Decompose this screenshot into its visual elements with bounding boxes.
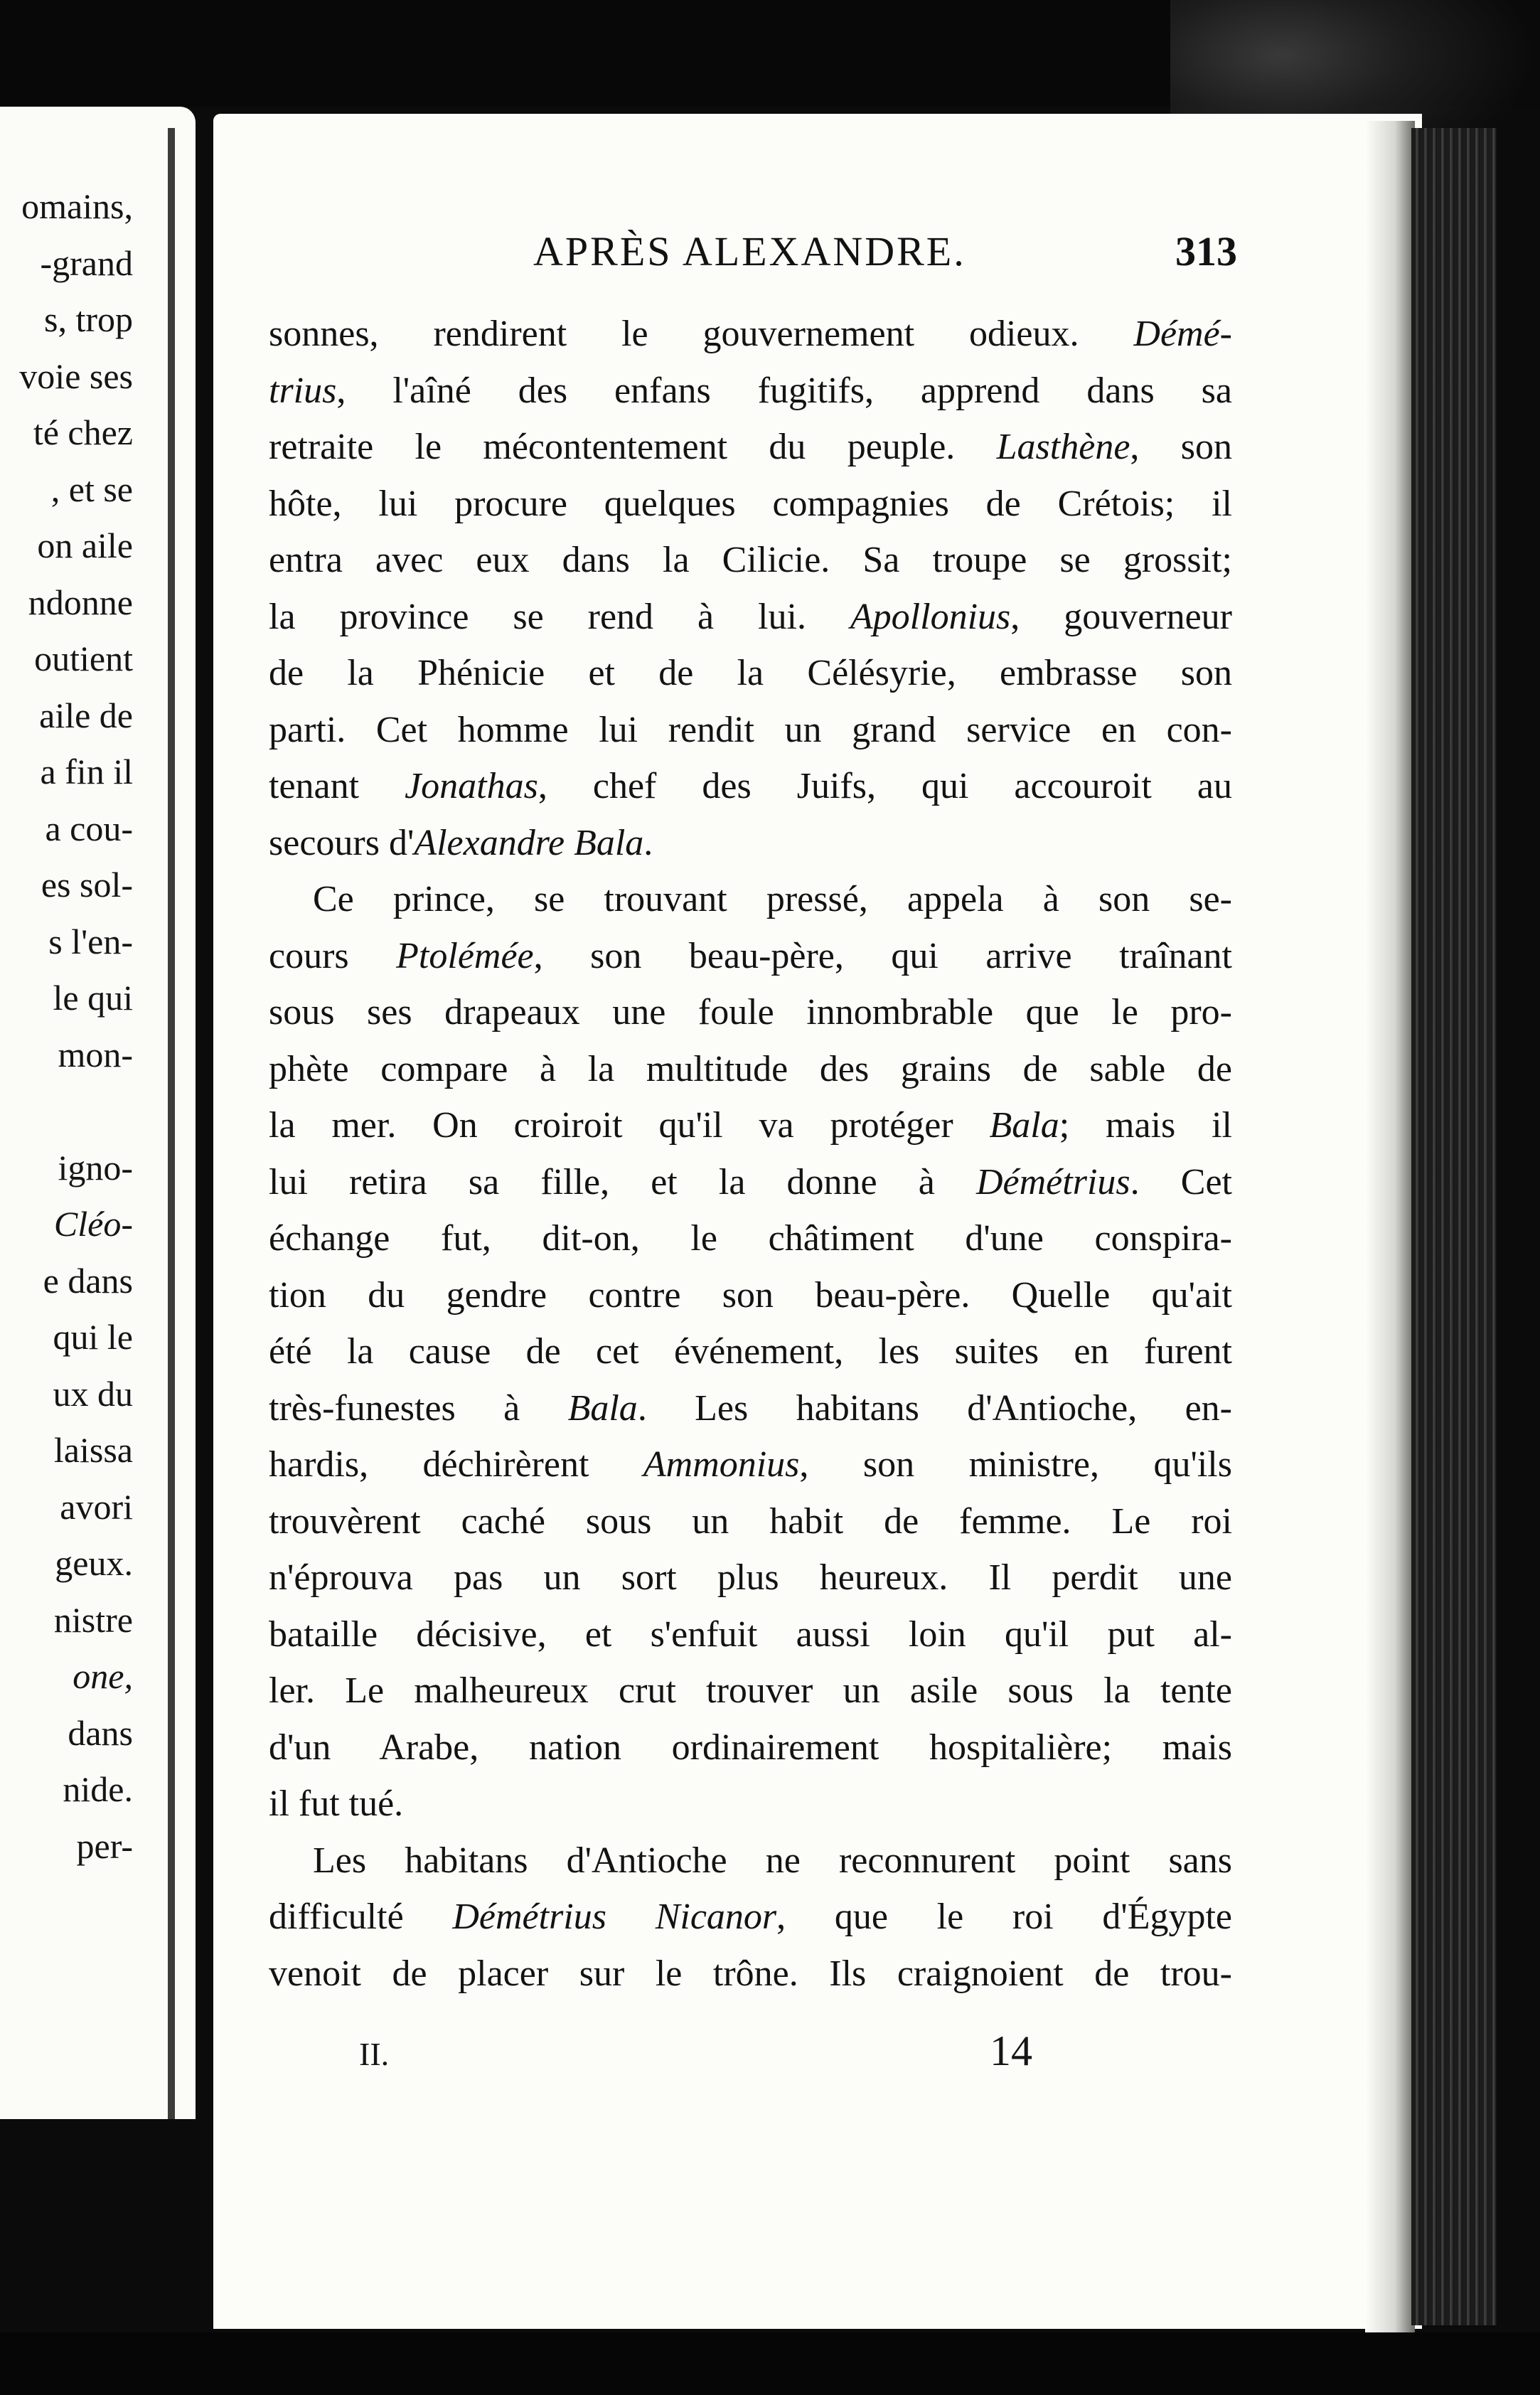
page-edge-shading [1365,121,1415,2332]
text-run: sonnes, rendirent le gouvernement odieux. [269,314,1134,354]
text-line [269,1323,1232,1380]
text-run: bataille décisive, et s'enfuit aussi loin qu'il put al- [269,1613,1232,1655]
text-run: tion du gendre contre son beau-père. Quelle qu'ait [269,1274,1232,1316]
text-run: lui retira sa fille, et la donne à [269,1161,976,1202]
text-line [269,1380,1232,1437]
italic-name: Apollonius [850,596,1011,637]
italic-name: Bala [989,1105,1059,1146]
previous-page-line: le qui [53,978,133,1018]
signature-mark: II. [359,2036,390,2072]
text-run: Les habitans d'Antioche ne reconnurent point sans [313,1840,1232,1881]
previous-page-line: omains, [21,186,133,226]
text-line [269,1493,1232,1550]
text-run: échange fut, dit-on, le châtiment d'une conspira- [269,1218,1232,1259]
text-line [269,702,1232,759]
text-run: , que le roi d'Égypte [776,1897,1232,1937]
text-line [269,928,1232,985]
previous-page-line: one, [73,1656,133,1696]
text-line [269,1267,1232,1324]
text-line [269,1719,1232,1776]
previous-page-line: per- [76,1825,133,1866]
text-run: n'éprouva pas un sort plus heureux. Il perdit une [269,1557,1232,1598]
text-run: retraite le mécontentement du peuple. [269,427,997,467]
previous-page-line: voie ses [19,356,133,396]
text-run: , son beau-père, qui arrive traînant [533,935,1232,976]
previous-page-line: té chez [33,412,133,452]
text-line [269,306,1232,363]
text-run: trouvèrent caché sous un habit de femme. Le roi [269,1500,1232,1542]
previous-page-line: s l'en- [48,921,133,961]
text-line [269,1041,1232,1098]
text-run: tenant [269,766,405,806]
text-line [269,1549,1232,1606]
text-run: cours [269,935,397,976]
text-line [269,532,1232,589]
book-gutter-shadow [168,128,175,2119]
previous-page-line: es sol- [41,865,133,905]
text-line [269,1776,1232,1833]
text-run: hôte, lui procure quelques compagnies de Crétois; il [269,483,1232,524]
signature-number: 14 [990,2027,1032,2074]
text-run: . Les habitans d'Antioche, en- [637,1387,1232,1429]
text-run: , chef des Juifs, qui accouroit au [538,766,1232,806]
bottom-scan-margin [0,2332,1540,2395]
text-run: hardis, déchirèrent [269,1444,643,1485]
previous-page-line: e dans [43,1260,133,1301]
previous-page-line: ndonne [28,582,133,622]
text-run: la province se rend à lui. [269,596,850,637]
previous-page-line: a fin il [40,752,133,791]
text-run: . [643,822,653,863]
italic-name: Bala [567,1387,638,1429]
text-run: la mer. On croiroit qu'il va protéger [269,1105,990,1146]
running-head: APRÈS ALEXANDRE. [533,228,966,274]
previous-page-line: aile de [39,695,133,735]
previous-page [0,107,196,2119]
text-run: de la Phénicie et de la Célésyrie, embrasse son [269,653,1232,693]
italic-name: Lasthène [996,427,1130,467]
text-line [269,1889,1232,1946]
text-run: il fut tué. [269,1783,404,1824]
text-line [269,758,1232,815]
previous-page-line: nistre [53,1599,133,1640]
text-run: venoit de placer sur le trône. Ils craignoient de trou- [269,1953,1232,1994]
text-run: , gouverneur [1010,596,1233,637]
text-run: ler. Le malheureux crut trouver un asile sous la tente [269,1670,1232,1711]
text-run: secours d' [269,822,415,863]
italic-name: Alexandre Bala [414,822,644,863]
body-text [269,306,1232,2002]
text-line [269,1606,1232,1663]
italic-name: Démé- [1133,314,1232,354]
text-line [269,1663,1232,1719]
text-line [269,645,1232,702]
previous-page-line: dans [68,1712,133,1753]
previous-page-line: s, trop [44,299,133,339]
previous-page-line: avori [60,1486,133,1527]
text-run: , l'aîné des enfans fugitifs, apprend dans sa [336,370,1232,411]
text-line [269,476,1232,533]
text-run: sous ses drapeaux une foule innombrable que le pro- [269,992,1232,1033]
page-header [320,228,1237,284]
text-line [269,363,1232,420]
previous-page-line: nide. [63,1769,133,1809]
text-run: entra avec eux dans la Cilicie. Sa troupe se grossit; [269,540,1232,580]
text-run: Ce prince, se trouvant pressé, appela à son se- [313,879,1232,919]
text-run: d'un Arabe, nation ordinairement hospitalière; mais [269,1727,1232,1768]
text-run: , son [1130,427,1232,467]
page-number: 313 [1175,228,1237,274]
text-line [269,815,1232,872]
text-line [269,1097,1232,1154]
page-block-edge [1411,128,1497,2325]
previous-page-line: qui le [53,1317,133,1357]
text-line [269,1946,1232,2002]
italic-name: Démétrius Nicanor [452,1897,777,1937]
text-run: . Cet [1130,1161,1232,1202]
italic-name: Jonathas [405,766,538,806]
text-run: phète compare à la multitude des grains de sable de [269,1048,1232,1089]
text-line [269,589,1232,646]
previous-page-line: -grand [40,242,133,283]
italic-name: Démétrius [976,1161,1130,1202]
previous-page-line: outient [34,639,133,678]
previous-page-line: mon- [58,1034,133,1074]
previous-page-line: ux du [53,1373,133,1414]
previous-page-line: igno- [58,1147,133,1188]
text-run: , son ministre, qu'ils [799,1444,1232,1485]
italic-name: trius [269,370,337,411]
text-run: parti. Cet homme lui rendit un grand service en con- [269,709,1232,750]
text-line [269,871,1232,928]
italic-name: Ammonius [643,1444,800,1485]
previous-page-line: on aile [37,526,133,565]
text-run: été la cause de cet événement, les suites en furent [269,1331,1232,1372]
previous-page-line: a cou- [45,808,133,848]
text-line [269,419,1232,476]
text-run: très-funestes à [269,1387,568,1429]
text-line [269,1436,1232,1493]
text-line [269,1833,1232,1889]
previous-page-line: Cléo- [53,1204,133,1244]
text-run: ; mais il [1059,1105,1232,1146]
text-line [269,1210,1232,1267]
italic-name: Ptolémée [396,935,534,976]
text-run: difficulté [269,1897,453,1937]
previous-page-line: , et se [50,469,133,509]
previous-page-line: laissa [53,1430,133,1470]
text-line [269,1154,1232,1211]
previous-page-line: geux. [55,1543,133,1583]
text-line [269,984,1232,1041]
